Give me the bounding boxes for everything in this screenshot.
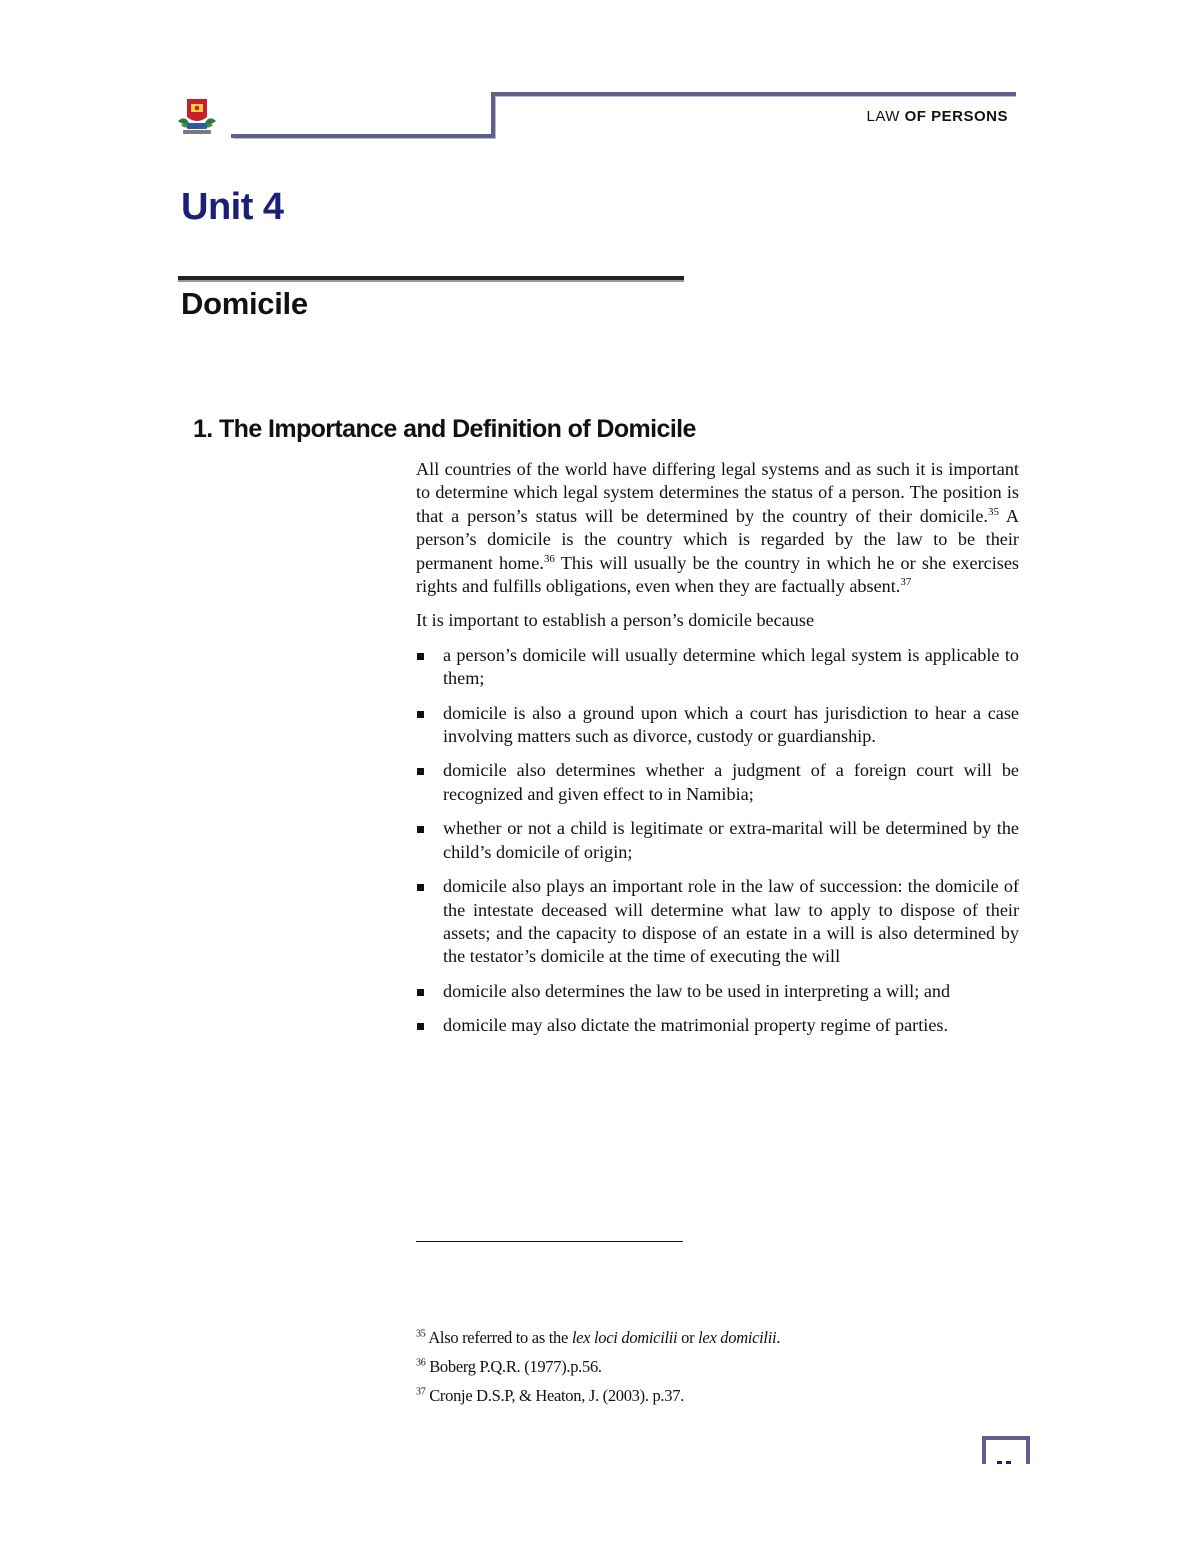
section-heading: 1. The Importance and Definition of Domicile [193,415,696,443]
list-item-text: whether or not a child is legitimate or extra-marital will be determined by the child’s domicile of origin; [443,818,1019,862]
bullet-icon [417,826,424,833]
page-number-frame [982,1436,1030,1466]
list-item [416,702,1019,749]
list-item [416,644,1019,691]
bullet-icon [417,884,424,891]
footnote-separator [416,1241,683,1242]
footnote-number: 36 [416,1357,426,1369]
bullet-icon [417,653,424,660]
list-intro: It is important to establish a person’s domicile because [416,610,815,631]
footnote-text: or [677,1328,699,1347]
bullet-icon [417,989,424,996]
unit-title: Unit 4 [181,186,284,228]
footnote-number: 37 [416,1386,426,1398]
paragraph-text: This will usually be the country in which he or she exercises rights and fulfills obligations, even when they are factually absent. [416,552,1019,597]
list-item-text: domicile may also dictate the matrimonial property regime of parties. [443,1015,949,1036]
footnote-36 [416,1357,1016,1377]
university-crest-icon [175,95,219,139]
header-title-light: LAW [866,108,905,125]
list-item-text: domicile also determines whether a judgment of a foreign court will be recognized and given effect to in Namibia; [443,760,1019,804]
body-text-column [416,458,1019,1049]
footnote-35 [416,1328,1016,1348]
bullet-icon [417,711,424,718]
list-item [416,1014,1019,1037]
bullet-icon [417,1023,424,1030]
list-item [416,817,1019,864]
list-item-text: domicile also determines the law to be used in interpreting a will; and [443,980,951,1001]
footnotes [416,1328,1016,1415]
footnote-number: 35 [416,1328,426,1340]
list-item [416,759,1019,806]
list-item-text: domicile is also a ground upon which a court has jurisdiction to hear a case involving matters such as divorce, custody or guardianship. [443,702,1019,747]
footnote-text: Boberg P.Q.R. (1977).p.56. [425,1357,602,1376]
list-item [416,980,1019,1003]
footnote-ref-37[interactable]: 37 [900,575,912,588]
footnote-italic: lex loci domicilii [571,1328,678,1347]
header-title-bold: OF PERSONS [904,108,1008,125]
footnote-ref-36[interactable]: 36 [543,552,555,565]
footnote-ref-35[interactable]: 35 [987,505,999,518]
bullet-icon [417,768,424,775]
footnote-italic: lex domicilii [698,1328,777,1347]
list-item-text: a person’s domicile will usually determine which legal system is applicable to them; [443,644,1019,689]
list-item [416,875,1019,969]
footnote-text: Cronje D.S.P, & Heaton, J. (2003). p.37. [425,1386,684,1405]
footnote-text: . [776,1328,781,1347]
paragraph-text: A person’s domicile is the country which is regarded by the law to be their permanent home. [416,505,1019,573]
paragraph-text: All countries of the world have differing legal systems and as such it is important to determine which legal system determines the status of a person. The position is that a person’s status will be determined by the country of their domicile. [416,459,1019,526]
footnote-37 [416,1386,1016,1406]
reasons-list [416,644,1019,1038]
list-item-text: domicile also plays an important role in the law of succession: the domicile of the intestate deceased will determine what law to apply to dispose of their assets; and the capacity to dispose of an estate in a will is also determined by the testator’s domicile at the time of executing the will [443,876,1019,967]
intro-paragraph [416,458,1019,598]
title-divider [178,276,684,280]
unit-subtitle: Domicile [181,286,308,321]
footnote-text: Also referred to as the [425,1328,572,1347]
header-title [800,108,1008,125]
